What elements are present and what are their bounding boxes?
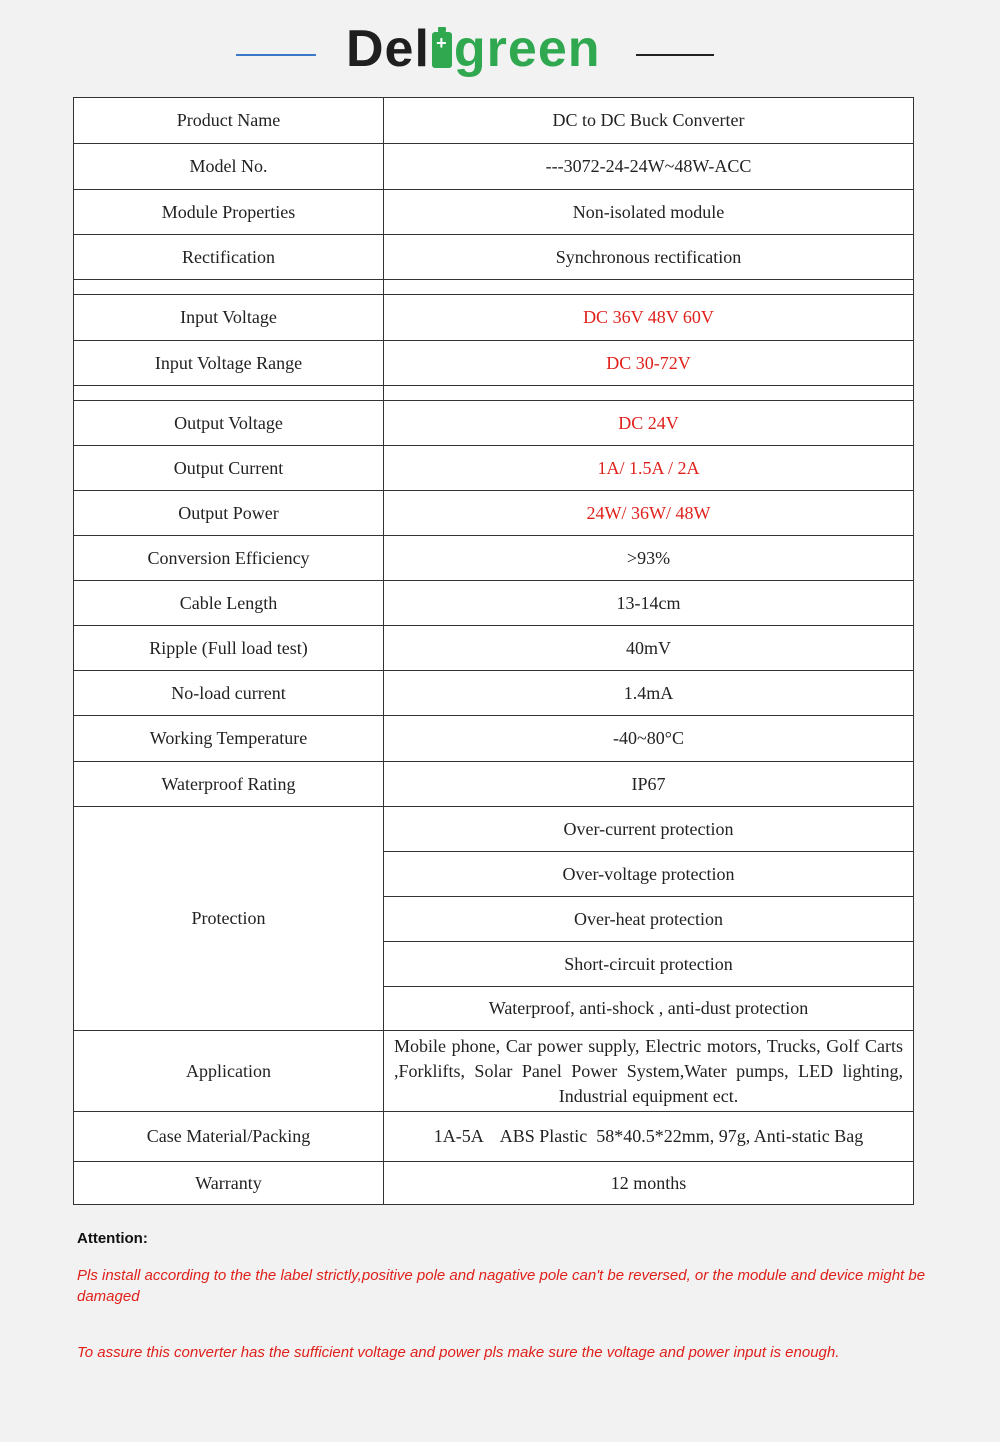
row-protection — [74, 807, 914, 852]
spec-label: Cable Length — [74, 581, 384, 626]
logo-text-green: green — [453, 20, 601, 78]
spec-value: Synchronous rectification — [384, 235, 914, 280]
spec-label: Output Voltage — [74, 401, 384, 446]
spec-label: Application — [74, 1031, 384, 1112]
spec-value: IP67 — [384, 762, 914, 807]
spec-label: Waterproof Rating — [74, 762, 384, 807]
attention-note-polarity: Pls install according to the the label strictly,positive pole and nagative pole can't be reversed, or the module and device might be damaged — [77, 1267, 926, 1305]
spec-value: Non-isolated module — [384, 190, 914, 235]
attention-note-power: To assure this converter has the sufficient voltage and power pls make sure the voltage and power input is enough. — [77, 1344, 840, 1361]
spec-value: DC 24V — [384, 401, 914, 446]
row-no-load-current — [74, 671, 914, 716]
section-spacer — [74, 280, 914, 295]
spec-table — [73, 97, 914, 1205]
row-case-material — [74, 1112, 914, 1162]
battery-icon — [432, 32, 452, 68]
attention-title: Attention: — [77, 1230, 148, 1247]
logo-text-del: Del — [346, 20, 430, 78]
spec-label: Model No. — [74, 144, 384, 190]
spec-value: 13-14cm — [384, 581, 914, 626]
spec-label: Rectification — [74, 235, 384, 280]
row-output-voltage — [74, 401, 914, 446]
row-output-current — [74, 446, 914, 491]
spec-value: 1A/ 1.5A / 2A — [384, 446, 914, 491]
spec-value: DC to DC Buck Converter — [384, 98, 914, 144]
spec-value: DC 30-72V — [384, 341, 914, 386]
spec-value: 40mV — [384, 626, 914, 671]
spec-value: ---3072-24-24W~48W-ACC — [384, 144, 914, 190]
row-input-voltage — [74, 295, 914, 341]
protection-item: Over-heat protection — [384, 897, 914, 942]
spec-label: No-load current — [74, 671, 384, 716]
row-application — [74, 1031, 914, 1112]
spec-label: Input Voltage — [74, 295, 384, 341]
spec-value: -40~80°C — [384, 716, 914, 762]
row-working-temperature — [74, 716, 914, 762]
spec-value: >93% — [384, 536, 914, 581]
row-waterproof-rating — [74, 762, 914, 807]
protection-item: Waterproof, anti-shock , anti-dust protection — [384, 987, 914, 1031]
spec-value: 24W/ 36W/ 48W — [384, 491, 914, 536]
row-ripple — [74, 626, 914, 671]
brand-logo — [346, 14, 601, 84]
spec-label: Ripple (Full load test) — [74, 626, 384, 671]
spec-label: Input Voltage Range — [74, 341, 384, 386]
row-input-voltage-range — [74, 341, 914, 386]
protection-item: Short-circuit protection — [384, 942, 914, 987]
header-rule-left — [236, 54, 316, 56]
spec-label: Conversion Efficiency — [74, 536, 384, 581]
spec-label: Output Power — [74, 491, 384, 536]
spec-value: 1A-5A ABS Plastic 58*40.5*22mm, 97g, Anti-static Bag — [384, 1112, 914, 1162]
header-rule-right — [636, 54, 714, 56]
row-module-properties — [74, 190, 914, 235]
spec-label: Module Properties — [74, 190, 384, 235]
row-rectification — [74, 235, 914, 280]
spec-label: Case Material/Packing — [74, 1112, 384, 1162]
row-cable-length — [74, 581, 914, 626]
row-output-power — [74, 491, 914, 536]
spec-label: Product Name — [74, 98, 384, 144]
row-warranty — [74, 1162, 914, 1205]
attention-section — [77, 1230, 927, 1363]
row-model-no — [74, 144, 914, 190]
spec-value: 12 months — [384, 1162, 914, 1205]
spec-label: Output Current — [74, 446, 384, 491]
spec-value: 1.4mA — [384, 671, 914, 716]
spec-label: Protection — [74, 807, 384, 1031]
spec-label: Working Temperature — [74, 716, 384, 762]
row-conversion-efficiency — [74, 536, 914, 581]
row-product-name — [74, 98, 914, 144]
spec-value: DC 36V 48V 60V — [384, 295, 914, 341]
protection-item: Over-voltage protection — [384, 852, 914, 897]
spec-label: Warranty — [74, 1162, 384, 1205]
brand-header — [0, 0, 1000, 97]
protection-item: Over-current protection — [384, 807, 914, 852]
spec-value: Mobile phone, Car power supply, Electric motors, Trucks, Golf Carts ,Forklifts, Solar Panel Power System,Water pumps, LED lighting, Industrial equipment ect. — [384, 1031, 914, 1112]
section-spacer — [74, 386, 914, 401]
